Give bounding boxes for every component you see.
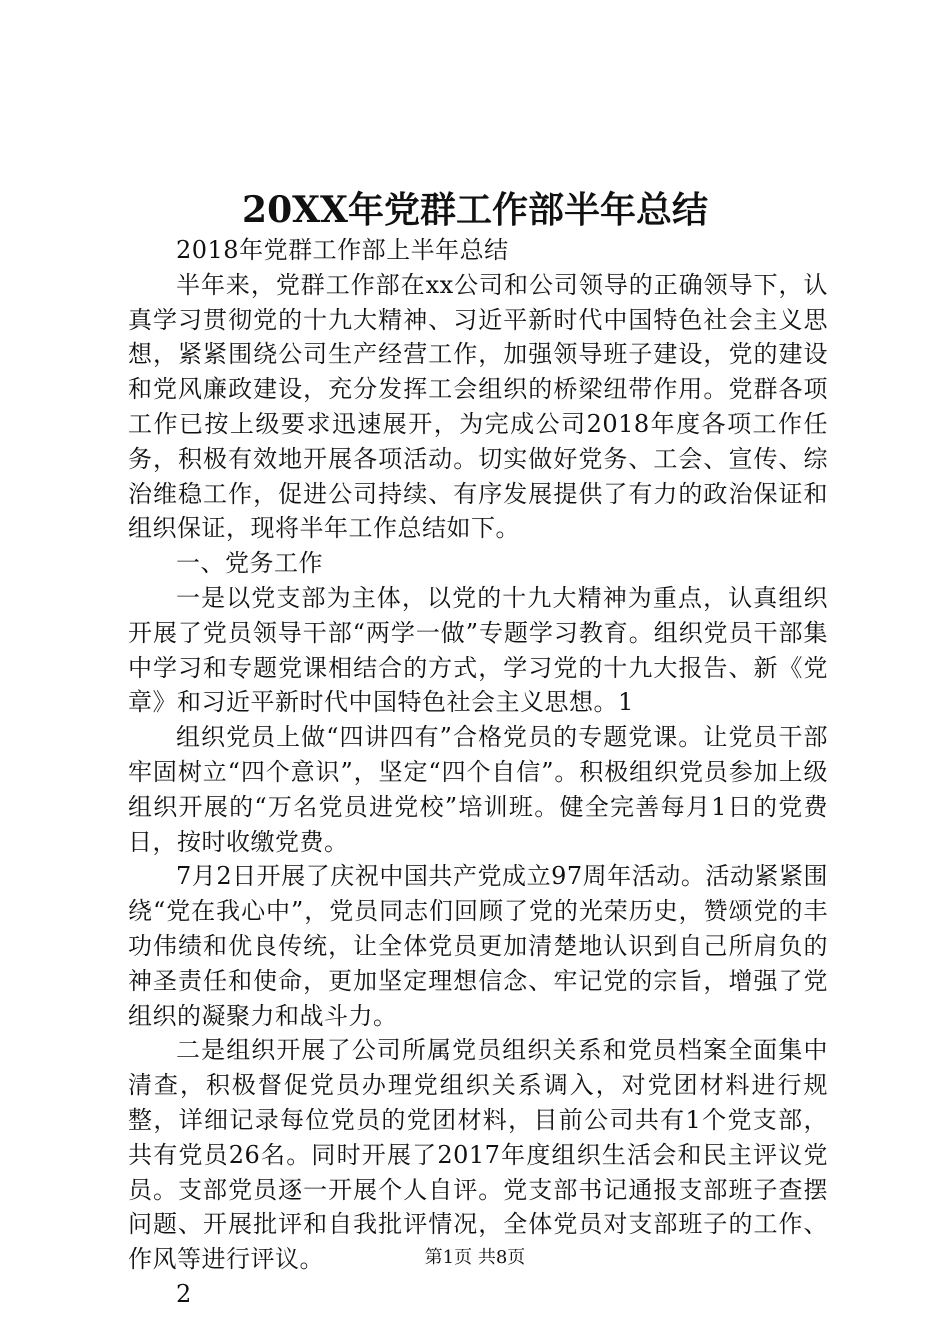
body-paragraph: 一是以党支部为主体，以党的十九大精神为重点，认真组织开展了党员领导干部“两学一做”专题学习教育。组织党员干部集中学习和专题党课相结合的方式，学习党的十九大报告、新《党章》和习近平新时代中国特色社会主义思想。1	[128, 583, 828, 717]
document-title: 20XX年党群工作部半年总结	[242, 189, 708, 231]
body-paragraph: 组织党员上做“四讲四有”合格党员的专题党课。让党员干部牢固树立“四个意识”，坚定“四个自信”。积极组织党员参加上级组织开展的“万名党员进党校”培训班。健全完善每月1日的党费日，按时收缴党费。	[128, 723, 828, 856]
body-paragraph: 2	[176, 1279, 192, 1308]
document-body	[128, 233, 828, 1312]
body-paragraph: 7月2日开展了庆祝中国共产党成立97周年活动。活动紧紧围绕“党在我心中”，党员同志们回顾了党的光荣历史，赞颂党的丰功伟绩和优良传统，让全体党员更加清楚地认识到自己所肩负的神圣责任和使命，更加坚定理想信念、牢记党的宗旨，增强了党组织的凝聚力和战斗力。	[128, 862, 828, 1030]
subtitle-paragraph: 2018年党群工作部上半年总结	[176, 236, 509, 264]
intro-paragraph: 半年来，党群工作部在xx公司和公司领导的正确领导下，认真学习贯彻党的十九大精神、习近平新时代中国特色社会主义思想，紧紧围绕公司生产经营工作，加强领导班子建设，党的建设和党风廉政建设，充分发挥工会组织的桥梁纽带作用。党群各项工作已按上级要求迅速展开，为完成公司2018年度各项工作任务，积极有效地开展各项活动。切实做好党务、工会、宣传、综治维稳工作，促进公司持续、有序发展提供了有力的政治保证和组织保证，现将半年工作总结如下。	[128, 270, 828, 543]
section-heading: 一、党务工作	[176, 549, 323, 578]
page-indicator: 第1页 共8页	[424, 1247, 526, 1268]
body-paragraph: 二是组织开展了公司所属党员组织关系和党员档案全面集中清查，积极督促党员办理党组织关系调入，对党团材料进行规整，详细记录每位党员的党团材料，目前公司共有1个党支部，共有党员26名。同时开展了2017年度组织生活会和民主评议党员。支部党员逐一开展个人自评。党支部书记通报支部班子查摆问题、开展批评和自我批评情况，全体党员对支部班子的工作、作风等进行评议。	[128, 1036, 828, 1274]
